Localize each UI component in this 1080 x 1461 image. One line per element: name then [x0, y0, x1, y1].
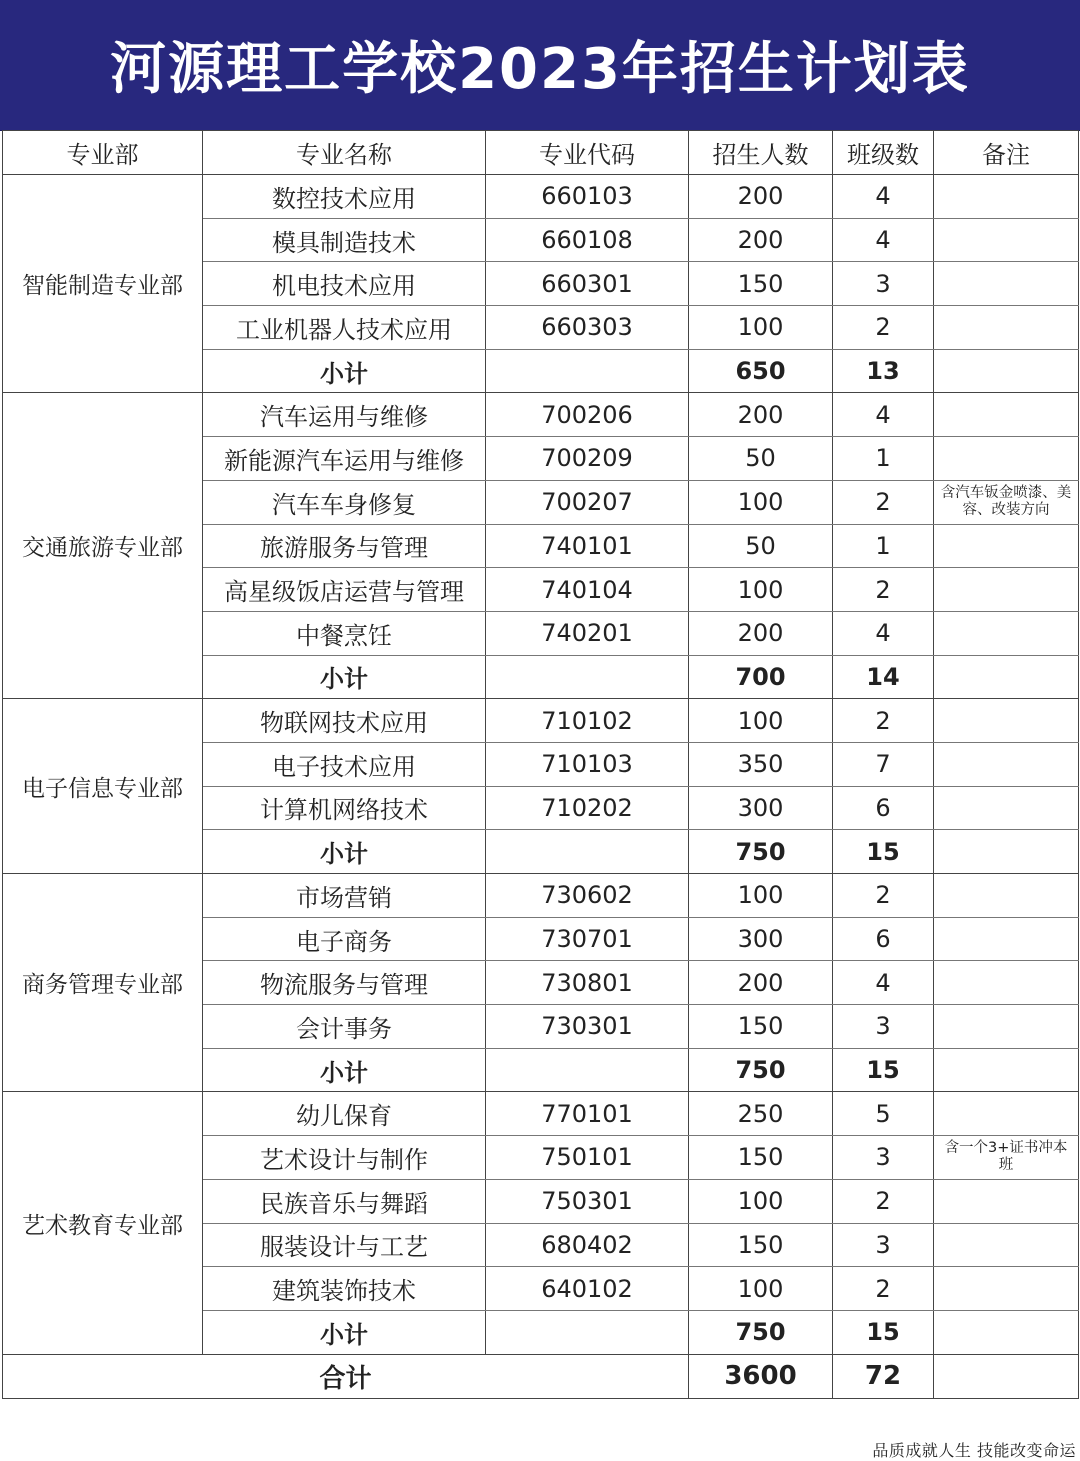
- student-count: 300: [689, 786, 833, 830]
- note: [934, 874, 1079, 918]
- header-students: 招生人数: [689, 131, 833, 175]
- subtotal-students: 700: [689, 655, 833, 699]
- major-name: 新能源汽车运用与维修: [203, 437, 486, 481]
- major-name: 艺术设计与制作: [203, 1136, 486, 1180]
- major-name: 中餐烹饪: [203, 611, 486, 655]
- subtotal-code: [486, 655, 689, 699]
- major-code: 750101: [486, 1136, 689, 1180]
- major-name: 市场营销: [203, 874, 486, 918]
- class-count: 3: [833, 1223, 934, 1267]
- class-count: 2: [833, 699, 934, 743]
- subtotal-label: 小计: [203, 655, 486, 699]
- subtotal-code: [486, 1048, 689, 1092]
- note: [934, 1267, 1079, 1311]
- major-code: 710102: [486, 699, 689, 743]
- major-code: 730701: [486, 917, 689, 961]
- subtotal-classes: 14: [833, 655, 934, 699]
- total-row: [3, 1354, 1079, 1398]
- header-major-name: 专业名称: [203, 131, 486, 175]
- student-count: 50: [689, 437, 833, 481]
- subtotal-label: 小计: [203, 1310, 486, 1354]
- student-count: 200: [689, 393, 833, 437]
- class-count: 7: [833, 742, 934, 786]
- major-code: 740201: [486, 611, 689, 655]
- header-row: [3, 131, 1079, 175]
- major-name: 机电技术应用: [203, 262, 486, 306]
- subtotal-students: 750: [689, 830, 833, 874]
- major-code: 740104: [486, 568, 689, 612]
- student-count: 100: [689, 699, 833, 743]
- subtotal-code: [486, 1310, 689, 1354]
- subtotal-label: 小计: [203, 1048, 486, 1092]
- class-count: 5: [833, 1092, 934, 1136]
- class-count: 2: [833, 1267, 934, 1311]
- table-row: [3, 393, 1079, 437]
- subtotal-classes: 15: [833, 1310, 934, 1354]
- major-code: 710202: [486, 786, 689, 830]
- class-count: 4: [833, 611, 934, 655]
- class-count: 4: [833, 175, 934, 219]
- note: [934, 524, 1079, 568]
- subtotal-note: [934, 1048, 1079, 1092]
- table-body: [3, 175, 1079, 1399]
- department-name: 商务管理专业部: [3, 874, 203, 1092]
- student-count: 350: [689, 742, 833, 786]
- class-count: 4: [833, 393, 934, 437]
- major-name: 工业机器人技术应用: [203, 306, 486, 350]
- slogan: 品质成就人生 技能改变命运: [872, 1441, 1076, 1460]
- page-title: 河源理工学校2023年招生计划表: [110, 37, 970, 102]
- student-count: 200: [689, 611, 833, 655]
- subtotal-note: [934, 655, 1079, 699]
- department-name: 艺术教育专业部: [3, 1092, 203, 1354]
- major-code: 660108: [486, 218, 689, 262]
- major-name: 幼儿保育: [203, 1092, 486, 1136]
- student-count: 150: [689, 1136, 833, 1180]
- major-code: 730602: [486, 874, 689, 918]
- table-row: [3, 874, 1079, 918]
- student-count: 200: [689, 175, 833, 219]
- major-code: 730801: [486, 961, 689, 1005]
- subtotal-classes: 15: [833, 830, 934, 874]
- note: [934, 218, 1079, 262]
- student-count: 150: [689, 262, 833, 306]
- total-students: 3600: [689, 1354, 833, 1398]
- note: [934, 568, 1079, 612]
- subtotal-classes: 15: [833, 1048, 934, 1092]
- class-count: 4: [833, 218, 934, 262]
- major-name: 会计事务: [203, 1005, 486, 1049]
- major-name: 物联网技术应用: [203, 699, 486, 743]
- subtotal-students: 750: [689, 1048, 833, 1092]
- subtotal-code: [486, 830, 689, 874]
- class-count: 1: [833, 437, 934, 481]
- table-row: [3, 1092, 1079, 1136]
- subtotal-classes: 13: [833, 349, 934, 393]
- student-count: 100: [689, 480, 833, 524]
- major-code: 640102: [486, 1267, 689, 1311]
- student-count: 150: [689, 1005, 833, 1049]
- major-name: 高星级饭店运营与管理: [203, 568, 486, 612]
- major-name: 汽车运用与维修: [203, 393, 486, 437]
- header-classes: 班级数: [833, 131, 934, 175]
- major-name: 电子技术应用: [203, 742, 486, 786]
- student-count: 250: [689, 1092, 833, 1136]
- major-code: 660301: [486, 262, 689, 306]
- total-note: [934, 1354, 1079, 1398]
- table-row: [3, 175, 1079, 219]
- student-count: 100: [689, 874, 833, 918]
- major-code: 700207: [486, 480, 689, 524]
- enrollment-plan-table: [2, 130, 1079, 1399]
- subtotal-note: [934, 349, 1079, 393]
- major-code: 700209: [486, 437, 689, 481]
- note: [934, 306, 1079, 350]
- major-name: 数控技术应用: [203, 175, 486, 219]
- note: [934, 175, 1079, 219]
- subtotal-code: [486, 349, 689, 393]
- note: [934, 1005, 1079, 1049]
- major-code: 710103: [486, 742, 689, 786]
- note: [934, 961, 1079, 1005]
- note: [934, 917, 1079, 961]
- major-name: 汽车车身修复: [203, 480, 486, 524]
- class-count: 2: [833, 874, 934, 918]
- student-count: 100: [689, 306, 833, 350]
- major-code: 680402: [486, 1223, 689, 1267]
- student-count: 150: [689, 1223, 833, 1267]
- class-count: 2: [833, 1179, 934, 1223]
- note: [934, 1092, 1079, 1136]
- title-banner: [0, 0, 1080, 131]
- subtotal-students: 750: [689, 1310, 833, 1354]
- major-name: 计算机网络技术: [203, 786, 486, 830]
- major-code: 660103: [486, 175, 689, 219]
- class-count: 3: [833, 1005, 934, 1049]
- subtotal-label: 小计: [203, 349, 486, 393]
- major-name: 民族音乐与舞蹈: [203, 1179, 486, 1223]
- header-note: 备注: [934, 131, 1079, 175]
- subtotal-note: [934, 830, 1079, 874]
- department-name: 电子信息专业部: [3, 699, 203, 874]
- class-count: 3: [833, 1136, 934, 1180]
- class-count: 4: [833, 961, 934, 1005]
- student-count: 300: [689, 917, 833, 961]
- subtotal-label: 小计: [203, 830, 486, 874]
- note: [934, 1223, 1079, 1267]
- class-count: 2: [833, 568, 934, 612]
- note: 含一个3+证书冲本班: [934, 1136, 1079, 1180]
- note: [934, 611, 1079, 655]
- subtotal-students: 650: [689, 349, 833, 393]
- note: [934, 437, 1079, 481]
- major-code: 730301: [486, 1005, 689, 1049]
- department-name: 交通旅游专业部: [3, 393, 203, 699]
- table-row: [3, 699, 1079, 743]
- student-count: 200: [689, 218, 833, 262]
- major-name: 物流服务与管理: [203, 961, 486, 1005]
- note: [934, 699, 1079, 743]
- major-name: 电子商务: [203, 917, 486, 961]
- class-count: 1: [833, 524, 934, 568]
- major-name: 模具制造技术: [203, 218, 486, 262]
- class-count: 6: [833, 786, 934, 830]
- major-code: 750301: [486, 1179, 689, 1223]
- header-department: 专业部: [3, 131, 203, 175]
- note: [934, 1179, 1079, 1223]
- student-count: 100: [689, 1179, 833, 1223]
- header-major-code: 专业代码: [486, 131, 689, 175]
- class-count: 3: [833, 262, 934, 306]
- student-count: 200: [689, 961, 833, 1005]
- total-label: 合计: [3, 1354, 689, 1398]
- note: 含汽车钣金喷漆、美容、改装方向: [934, 480, 1079, 524]
- major-code: 660303: [486, 306, 689, 350]
- subtotal-note: [934, 1310, 1079, 1354]
- major-code: 700206: [486, 393, 689, 437]
- student-count: 100: [689, 568, 833, 612]
- department-name: 智能制造专业部: [3, 175, 203, 393]
- note: [934, 742, 1079, 786]
- major-name: 服装设计与工艺: [203, 1223, 486, 1267]
- major-name: 旅游服务与管理: [203, 524, 486, 568]
- major-name: 建筑装饰技术: [203, 1267, 486, 1311]
- note: [934, 393, 1079, 437]
- total-classes: 72: [833, 1354, 934, 1398]
- student-count: 100: [689, 1267, 833, 1311]
- class-count: 6: [833, 917, 934, 961]
- note: [934, 786, 1079, 830]
- class-count: 2: [833, 480, 934, 524]
- student-count: 50: [689, 524, 833, 568]
- note: [934, 262, 1079, 306]
- major-code: 740101: [486, 524, 689, 568]
- class-count: 2: [833, 306, 934, 350]
- major-code: 770101: [486, 1092, 689, 1136]
